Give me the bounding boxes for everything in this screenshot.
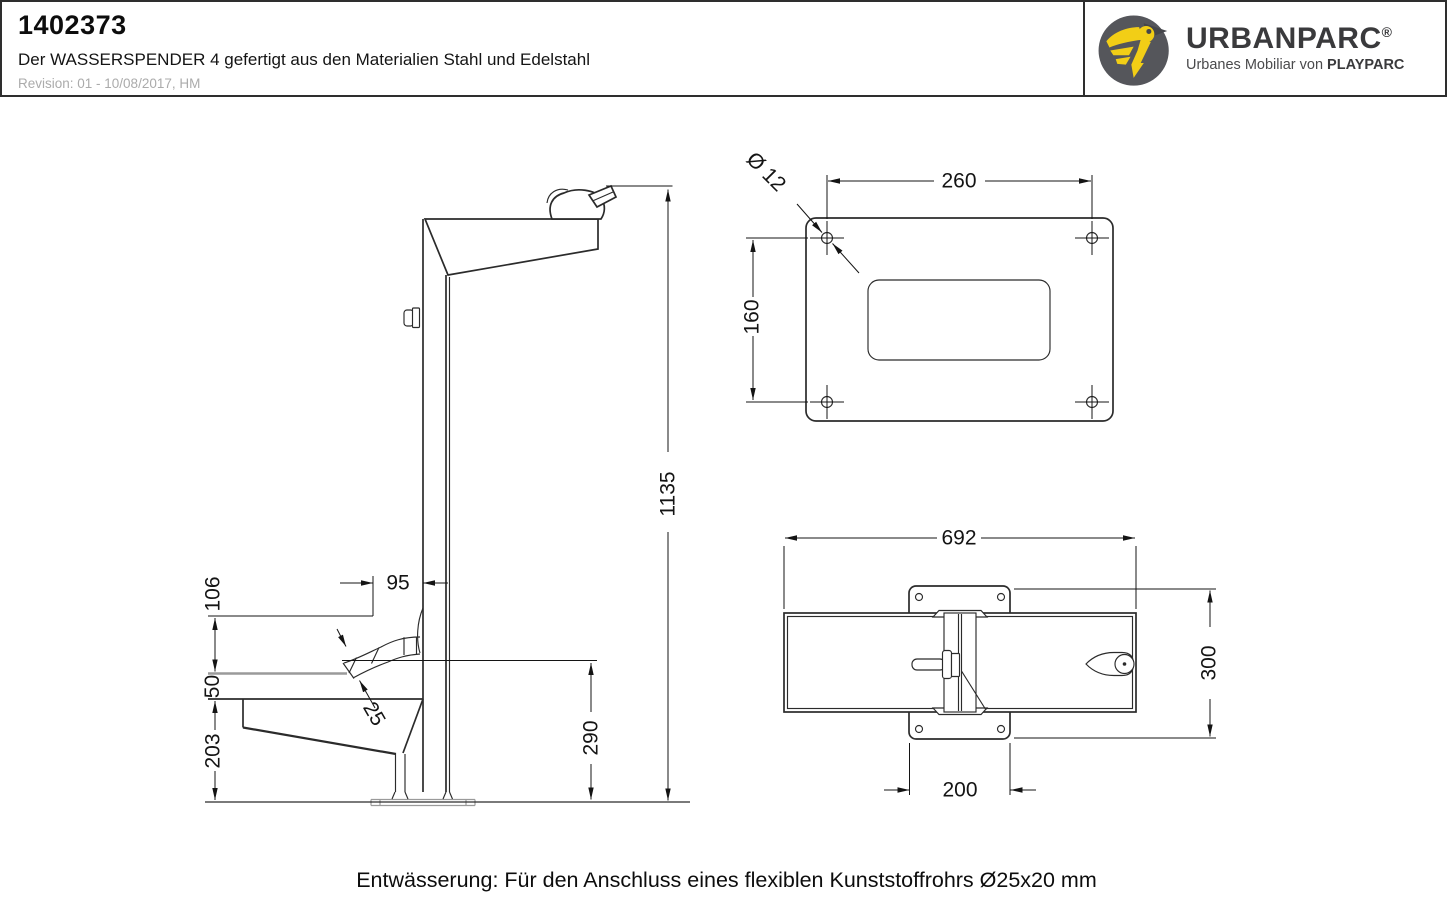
brand-name: URBANPARC® (1186, 22, 1393, 55)
revision-note: Revision: 01 - 10/08/2017, HM (18, 76, 201, 91)
base-plate-cutout (868, 280, 1050, 360)
dim-label-pipe-diameter: 25 (358, 698, 390, 730)
dim-label-hole-spacing-width: 260 (941, 169, 977, 193)
registered-mark: ® (1381, 24, 1393, 40)
mounting-holes (810, 221, 1109, 419)
dim-label-top-offset: 95 (386, 571, 410, 595)
drainage-note: Entwässerung: Für den Anschluss eines flexiblen Kunststoffrohrs Ø25x20 mm (356, 868, 1097, 892)
dim-label-basin-gap: 50 (201, 674, 224, 699)
dim-label-plate-width: 200 (942, 778, 978, 802)
dim-label-total-width: 692 (941, 526, 977, 550)
base-plate-dimensions (741, 148, 1093, 402)
base-plate-outline (806, 218, 1113, 421)
top-view-drawing (784, 527, 1221, 802)
bubbler-faucet (547, 186, 616, 219)
push-button (404, 308, 420, 328)
drain-spout-pipe (343, 637, 420, 679)
top-housing (425, 219, 598, 275)
side-view-drawing (201, 186, 690, 806)
side-view-dimensions (201, 186, 680, 801)
dim-label-hole-spacing-height: 160 (740, 299, 764, 335)
part-number: 1402373 (18, 10, 127, 40)
dim-label-spout-height: 290 (579, 720, 603, 756)
dim-label-basin-depth: 203 (201, 733, 225, 769)
base-plate-drawing (741, 148, 1114, 421)
lower-basin (208, 699, 423, 792)
dim-label-hole-diameter: Ø 12 (741, 147, 791, 197)
dim-label-total-height: 1135 (656, 471, 680, 517)
drawing-description: Der WASSERSPENDER 4 gefertigt aus den Materialien Stahl und Edelstahl (18, 50, 590, 69)
brand-tagline: Urbanes Mobiliar von PLAYPARC (1186, 57, 1405, 73)
dim-label-total-depth: 300 (1197, 645, 1221, 681)
dim-label-spout-drop: 106 (201, 576, 225, 612)
